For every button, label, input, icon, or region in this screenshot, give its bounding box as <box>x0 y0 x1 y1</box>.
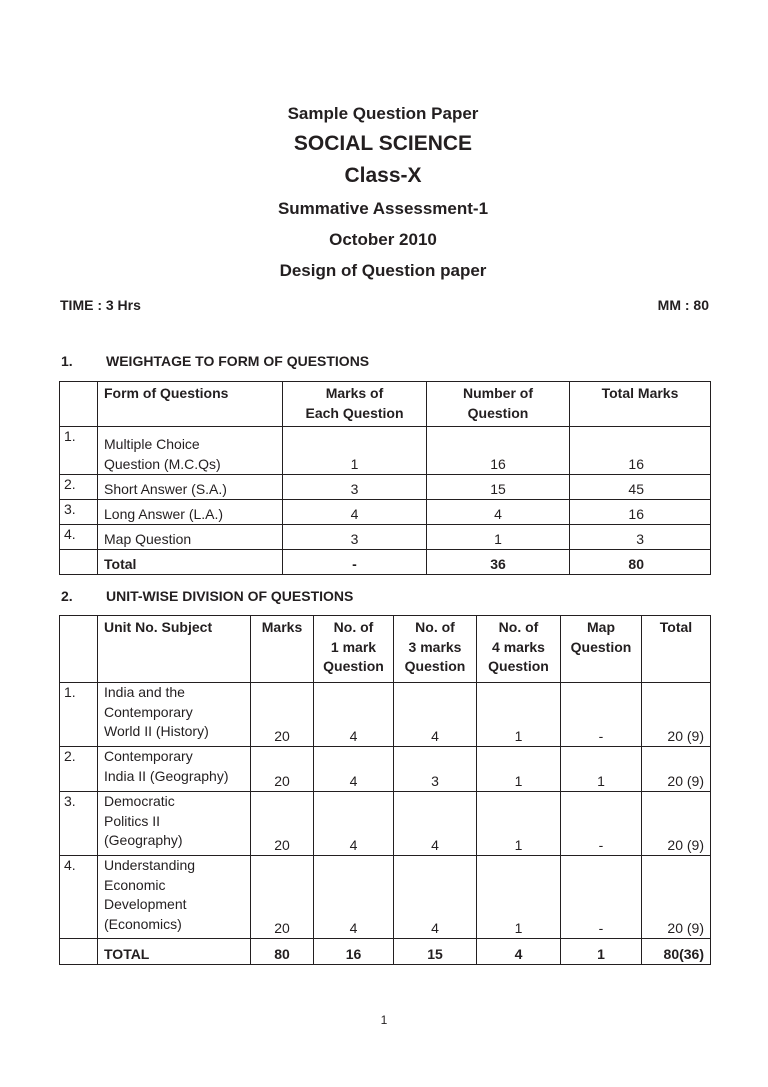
row-sn: 3. <box>60 500 98 525</box>
row-total: 20 (9) <box>642 683 711 747</box>
table-row <box>60 500 711 525</box>
total-total-marks: 80 <box>570 550 711 575</box>
row-sn: 3. <box>60 792 98 856</box>
total-label: Total <box>98 550 283 575</box>
row-total: 16 <box>570 427 711 475</box>
total-sn <box>60 939 98 965</box>
table-total-row <box>60 550 711 575</box>
row-one-mark: 4 <box>314 683 394 747</box>
row-map: 1 <box>561 747 642 792</box>
header-unit-subject: Unit No. Subject <box>98 616 251 683</box>
row-marks: 20 <box>251 747 314 792</box>
total-one-mark: 16 <box>314 939 394 965</box>
row-total: 20 (9) <box>642 792 711 856</box>
row-form: Long Answer (L.A.) <box>98 500 283 525</box>
total-three-marks: 15 <box>394 939 477 965</box>
row-sn: 4. <box>60 856 98 939</box>
row-four-marks: 1 <box>477 792 561 856</box>
section-title: WEIGHTAGE TO FORM OF QUESTIONS <box>106 353 370 369</box>
assessment-title-text: Summative Assessment-1 <box>277 199 489 218</box>
weightage-table <box>59 381 711 575</box>
row-number: 16 <box>427 427 570 475</box>
row-form: Map Question <box>98 525 283 550</box>
paper-type-text: Sample Question Paper <box>287 104 479 123</box>
total-marks: 80 <box>251 939 314 965</box>
table-row <box>60 475 711 500</box>
row-one-mark: 4 <box>314 747 394 792</box>
row-marks: 20 <box>251 792 314 856</box>
header-sn <box>60 616 98 683</box>
table-total-row <box>60 939 711 965</box>
row-one-mark: 4 <box>314 792 394 856</box>
header-three-marks: No. of 3 marks Question <box>394 616 477 683</box>
row-map: - <box>561 683 642 747</box>
row-subject: Contemporary India II (Geography) <box>98 747 251 792</box>
total-map: 1 <box>561 939 642 965</box>
row-sn: 1. <box>60 427 98 475</box>
table-header-row <box>60 616 711 683</box>
row-marks: 3 <box>283 475 427 500</box>
row-total: 45 <box>570 475 711 500</box>
subject-title-text: SOCIAL SCIENCE <box>293 132 473 155</box>
table-row <box>60 683 711 747</box>
row-four-marks: 1 <box>477 747 561 792</box>
row-sn: 2. <box>60 475 98 500</box>
page-number: 1 <box>380 1013 388 1027</box>
row-subject: Understanding Economic Development (Economics) <box>98 856 251 939</box>
row-sn: 2. <box>60 747 98 792</box>
row-sn: 1. <box>60 683 98 747</box>
row-form: Multiple Choice Question (M.C.Qs) <box>98 427 283 475</box>
row-map: - <box>561 792 642 856</box>
class-title-text: Class-X <box>344 164 422 187</box>
row-marks: 3 <box>283 525 427 550</box>
total-sn <box>60 550 98 575</box>
row-three-marks: 4 <box>394 856 477 939</box>
row-marks: 20 <box>251 856 314 939</box>
row-marks: 1 <box>283 427 427 475</box>
row-form: Short Answer (S.A.) <box>98 475 283 500</box>
row-number: 15 <box>427 475 570 500</box>
total-four-marks: 4 <box>477 939 561 965</box>
row-sn: 4. <box>60 525 98 550</box>
row-number: 1 <box>427 525 570 550</box>
table-row <box>60 525 711 550</box>
row-four-marks: 1 <box>477 683 561 747</box>
section-number: 1. <box>61 353 73 369</box>
header-marks-each: Marks of Each Question <box>283 382 427 427</box>
header-map: Map Question <box>561 616 642 683</box>
design-title-text: Design of Question paper <box>279 261 487 280</box>
header-sn <box>60 382 98 427</box>
row-three-marks: 4 <box>394 792 477 856</box>
row-subject: India and the Contemporary World II (History) <box>98 683 251 747</box>
section-number: 2. <box>61 588 73 604</box>
time-allowed: TIME : 3 Hrs <box>60 297 141 313</box>
row-total: 20 (9) <box>642 747 711 792</box>
row-total: 3 <box>570 525 711 550</box>
table-row <box>60 856 711 939</box>
row-marks: 4 <box>283 500 427 525</box>
total-total: 80(36) <box>642 939 711 965</box>
row-three-marks: 4 <box>394 683 477 747</box>
max-marks: MM : 80 <box>657 297 709 313</box>
unit-wise-table <box>59 615 711 965</box>
table-row <box>60 747 711 792</box>
row-one-mark: 4 <box>314 856 394 939</box>
row-number: 4 <box>427 500 570 525</box>
row-total: 20 (9) <box>642 856 711 939</box>
row-three-marks: 3 <box>394 747 477 792</box>
header-total-marks: Total Marks <box>570 382 711 427</box>
header-four-marks: No. of 4 marks Question <box>477 616 561 683</box>
table-header-row <box>60 382 711 427</box>
header-one-mark: No. of 1 mark Question <box>314 616 394 683</box>
section-title: UNIT-WISE DIVISION OF QUESTIONS <box>106 588 354 604</box>
header-number: Number of Question <box>427 382 570 427</box>
total-marks-each: - <box>283 550 427 575</box>
header-total: Total <box>642 616 711 683</box>
row-total: 16 <box>570 500 711 525</box>
header-form: Form of Questions <box>98 382 283 427</box>
total-number: 36 <box>427 550 570 575</box>
exam-date-text: October 2010 <box>329 230 437 249</box>
row-marks: 20 <box>251 683 314 747</box>
header-marks: Marks <box>251 616 314 683</box>
table-row <box>60 792 711 856</box>
row-map: - <box>561 856 642 939</box>
total-label: TOTAL <box>98 939 251 965</box>
table-row <box>60 427 711 475</box>
row-subject: Democratic Politics II (Geography) <box>98 792 251 856</box>
row-four-marks: 1 <box>477 856 561 939</box>
